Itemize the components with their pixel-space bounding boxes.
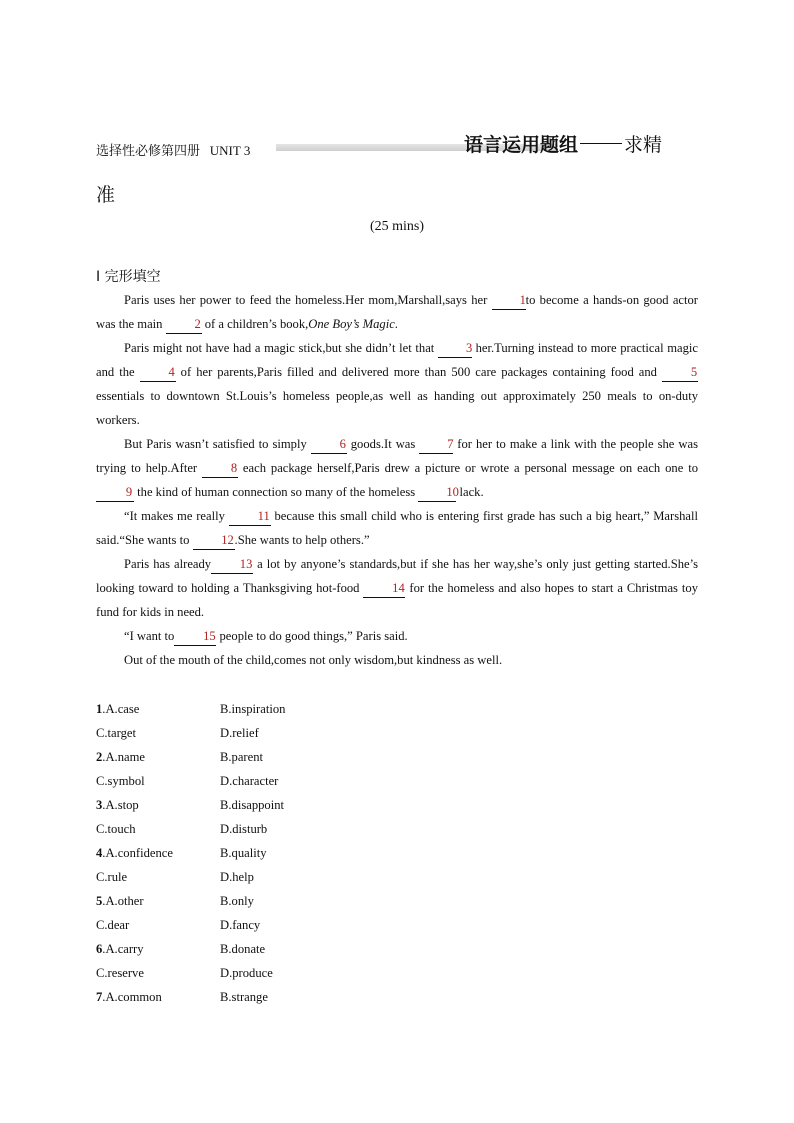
question-number: 5 — [96, 894, 103, 908]
option-d: D.character — [220, 774, 279, 788]
blank-2: 2 — [166, 315, 202, 334]
blank-6: 6 — [311, 435, 347, 454]
option-b: B.quality — [220, 846, 267, 860]
option-c: C.rule — [96, 870, 128, 884]
blank-9: 9 — [96, 483, 134, 502]
question-number: 4 — [96, 846, 103, 860]
cloze-passage — [96, 288, 698, 672]
question-3-row-ab — [96, 793, 496, 817]
option-d: D.relief — [220, 726, 259, 740]
page-header — [96, 128, 696, 168]
question-2-row-cd — [96, 769, 496, 793]
option-a: .A.common — [102, 990, 162, 1004]
question-4-row-cd — [96, 865, 496, 889]
option-b: B.parent — [220, 750, 264, 764]
question-number: 7 — [96, 990, 103, 1004]
option-a: .A.confidence — [102, 846, 173, 860]
blank-7: 7 — [419, 435, 453, 454]
question-number: 2 — [96, 750, 103, 764]
option-a: .A.carry — [102, 942, 144, 956]
question-5-row-ab — [96, 889, 496, 913]
option-c: C.reserve — [96, 966, 144, 980]
option-a: .A.stop — [102, 798, 139, 812]
question-number: 3 — [96, 798, 103, 812]
option-b: B.strange — [220, 990, 268, 1004]
option-c: C.target — [96, 726, 136, 740]
paragraph-5: Paris has already 13 a lot by anyone’s standards,but if she has her way,she’s only just getting started.She’s looking toward to holding a Thanksgiving hot-food 14 for the homeless and also hopes to start a Christmas toy fund for kids in need. — [96, 557, 698, 619]
question-number: 1 — [96, 702, 103, 716]
option-b: B.disappoint — [220, 798, 285, 812]
blank-3: 3 — [438, 339, 472, 358]
option-c: C.dear — [96, 918, 130, 932]
blank-5: 5 — [662, 363, 698, 382]
question-6-row-ab — [96, 937, 496, 961]
paragraph-2: Paris might not have had a magic stick,but she didn’t let that 3 her.Turning instead to more practical magic and the 4 of her parents,Paris filled and delivered more than 500 care packages containing food and 5 essentials to downtown St.Louis’s homeless people,as well as handing out approximately 250 meals to on-duty workers. — [96, 341, 698, 427]
question-1-row-cd — [96, 721, 496, 745]
question-2-row-ab — [96, 745, 496, 769]
header-book-unit — [96, 140, 250, 159]
paragraph-3: But Paris wasn’t satisfied to simply 6 goods.It was 7 for her to make a link with the people she was trying to help.After 8 each package herself,Paris drew a picture or wrote a personal message on each one to 9 the kind of human connection so many of the homeless 10 lack. — [96, 432, 698, 504]
header-title — [464, 130, 662, 157]
option-c: C.symbol — [96, 774, 145, 788]
blank-8: 8 — [202, 459, 238, 478]
option-d: D.fancy — [220, 918, 261, 932]
paragraph-6: “I want to 15 people to do good things,” Paris said. — [96, 624, 698, 648]
option-b: B.donate — [220, 942, 266, 956]
option-a: .A.other — [102, 894, 144, 908]
section-title: Ⅰ 完形填空 — [96, 269, 161, 285]
question-6-row-cd — [96, 961, 496, 985]
option-d: D.help — [220, 870, 254, 884]
paragraph-4: “It makes me really 11 because this small child who is entering first grade has such a big heart,” Marshall said.“She wants to 12.She wants to help others.” — [96, 504, 698, 552]
paragraph-1: Paris uses her power to feed the homeless.Her mom,Marshall,says her 1to become a hands-on good actor was the main 2 of a children’s book,One Boy’s Magic. — [96, 288, 698, 336]
header-title-bold: 语言运用题组 — [464, 134, 579, 156]
question-4-row-ab — [96, 841, 496, 865]
question-5-row-cd — [96, 913, 496, 937]
option-d: D.produce — [220, 966, 273, 980]
time-limit: (25 mins) — [369, 219, 425, 234]
blank-12: 12 — [193, 531, 235, 550]
option-b: B.only — [220, 894, 254, 908]
blank-10: 10 — [418, 483, 456, 502]
header-title-cont: 准 — [96, 184, 116, 206]
option-b: B.inspiration — [220, 702, 286, 716]
question-number: 6 — [96, 942, 103, 956]
option-c: C.touch — [96, 822, 136, 836]
blank-13: 13 — [211, 555, 253, 574]
blank-15: 15 — [174, 627, 216, 646]
answer-options — [96, 697, 496, 1009]
blank-14: 14 — [363, 579, 405, 598]
question-3-row-cd — [96, 817, 496, 841]
header-unit: UNIT 3 — [209, 143, 251, 158]
header-title-light: 求精 — [624, 134, 663, 156]
option-d: D.disturb — [220, 822, 268, 836]
option-a: .A.name — [102, 750, 145, 764]
paragraph-7: Out of the mouth of the child,comes not only wisdom,but kindness as well. — [124, 653, 503, 667]
header-title-dash — [580, 143, 622, 144]
question-1-row-ab — [96, 697, 496, 721]
header-book: 选择性必修第四册 — [96, 143, 201, 158]
blank-4: 4 — [140, 363, 176, 382]
question-7-row-ab — [96, 985, 496, 1009]
option-a: .A.case — [102, 702, 140, 716]
blank-1: 1 — [492, 291, 526, 310]
blank-11: 11 — [229, 507, 271, 526]
book-title: One Boy’s Magic — [308, 317, 395, 331]
